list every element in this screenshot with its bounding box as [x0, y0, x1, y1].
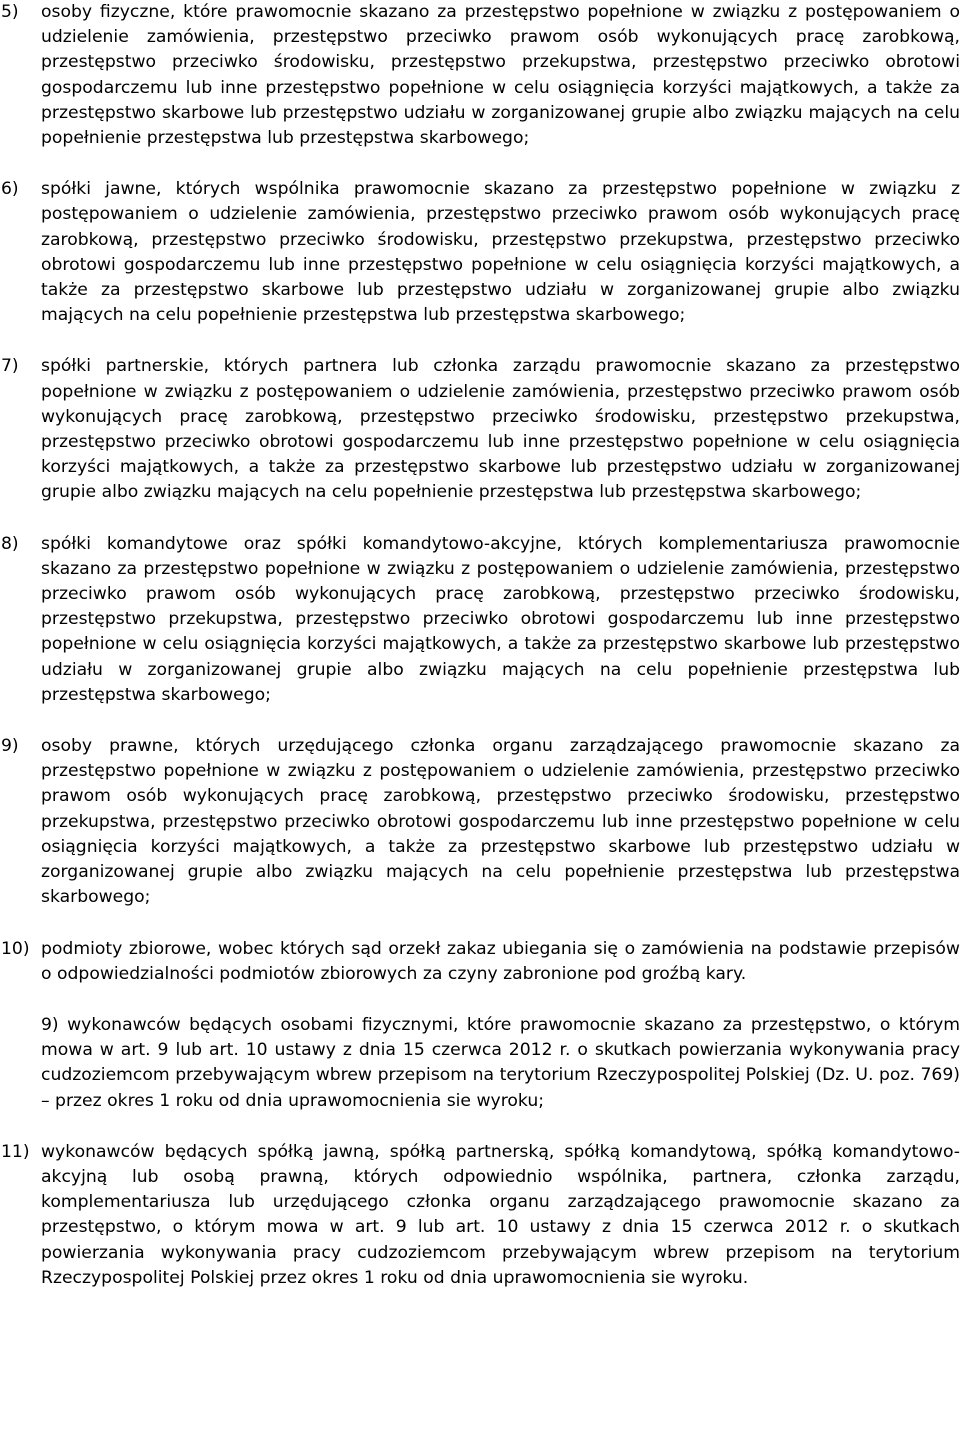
list-item-text: osoby fizyczne, które prawomocnie skazano za przestępstwo popełnione w związku z postępowaniem o udzielenie zamówienia, przestępstwo przeciwko prawom osób wykonujących pracę zarobkową, przestępstwo przeciwko środowisku, przestępstwo przekupstwa, przestępstwo przeciwko obrotowi gospodarczemu lub inne przestępstwo popełnione w celu osiągnięcia korzyści majątkowych, a także za przestępstwo skarbowe lub przestępstwo udziału w zorganizowanej grupie albo związku mających na celu popełnienie przestępstwa lub przestępstwa skarbowego; — [41, 2, 960, 149]
list-item-10 — [0, 937, 960, 987]
list-item-11 — [0, 1140, 960, 1291]
list-item-5 — [0, 0, 960, 151]
list-item-text: spółki komandytowe oraz spółki komandytowo-akcyjne, których komplementariusza prawomocnie skazano za przestępstwo popełnione w związku z postępowaniem o udzielenie zamówienia, przestępstwo przeciwko prawom osób wykonujących pracę zarobkową, przestępstwo przeciwko środowisku, przestępstwo przekupstwa, przestępstwo przeciwko obrotowi gospodarczemu lub inne przestępstwo popełnione w celu osiągnięcia korzyści majątkowych, a także za przestępstwo skarbowe lub przestępstwo udziału w zorganizowanej grupie albo związku mających na celu popełnienie przestępstwa lub przestępstwa skarbowego; — [41, 533, 960, 705]
list-item-text: osoby prawne, których urzędującego członka organu zarządzającego prawomocnie skazano za przestępstwo popełnione w związku z postępowaniem o udzielenie zamówienia, przestępstwo przeciwko prawom osób wykonujących pracę zarobkową, przestępstwo przeciwko środowisku, przestępstwo przekupstwa, przestępstwo przeciwko obrotowi gospodarczemu lub inne przestępstwo popełnione w celu osiągnięcia korzyści majątkowych, a także za przestępstwo skarbowe lub przestępstwo udziału w zorganizowanej grupie albo związku mających na celu popełnienie przestępstwa lub przestępstwa skarbowego; — [41, 736, 960, 908]
list-item-6 — [0, 177, 960, 328]
list-item-number: 10) — [1, 938, 30, 959]
list-item-text: wykonawców będących spółką jawną, spółką partnerską, spółką komandytową, spółką komandytowo-akcyjną lub osobą prawną, których odpowiednio wspólnika, partnera, członka zarządu, komplementariusza lub urzędującego członka organu zarządzającego prawomocnie skazano za przestępstwo, o którym mowa w art. 9 lub art. 10 ustawy z dnia 15 czerwca 2012 r. o skutkach powierzania wykonywania pracy cudzoziemcom przebywającym wbrew przepisom na terytorium Rzeczypospolitej Polskiej przez okres 1 roku od dnia uprawomocnienia sie wyroku. — [41, 1141, 960, 1288]
paragraph-text: 9) wykonawców będących osobami fizycznymi, które prawomocnie skazano za przestępstwo, o którym mowa w art. 9 lub art. 10 ustawy z dnia 15 czerwca 2012 r. o skutkach powierzania wykonywania pracy cudzoziemcom przebywającym wbrew przepisom na terytorium Rzeczypospolitej Polskiej (Dz. U. poz. 769) – przez okres 1 roku od dnia uprawomocnienia sie wyroku; — [41, 1014, 960, 1111]
list-item-text: spółki jawne, których wspólnika prawomocnie skazano za przestępstwo popełnione w związku z postępowaniem o udzielenie zamówienia, przestępstwo przeciwko prawom osób wykonujących pracę zarobkową, przestępstwo przeciwko środowisku, przestępstwo przekupstwa, przestępstwo przeciwko obrotowi gospodarczemu lub inne przestępstwo popełnione w celu osiągnięcia korzyści majątkowych, a także za przestępstwo skarbowe lub przestępstwo udziału w zorganizowanej grupie albo związku mających na celu popełnienie przestępstwa lub przestępstwa skarbowego; — [41, 179, 960, 326]
list-item-text: spółki partnerskie, których partnera lub członka zarządu prawomocnie skazano za przestępstwo popełnione w związku z postępowaniem o udzielenie zamówienia, przestępstwo przeciwko prawom osób wykonujących pracę zarobkową, przestępstwo przeciwko środowisku, przestępstwo przekupstwa, przestępstwo przeciwko obrotowi gospodarczemu lub inne przestępstwo popełnione w celu osiągnięcia korzyści majątkowych, a także za przestępstwo skarbowe lub przestępstwo udziału w zorganizowanej grupie albo związku mających na celu popełnienie przestępstwa lub przestępstwa skarbowego; — [41, 356, 960, 503]
list-item-number: 7) — [1, 356, 19, 377]
list-item-number: 8) — [1, 533, 19, 554]
list-item-text: podmioty zbiorowe, wobec których sąd orzekł zakaz ubiegania się o zamówienia na podstawie przepisów o odpowiedzialności podmiotów zbiorowych za czyny zabronione pod groźbą kary. — [41, 938, 960, 984]
list-item-8 — [0, 532, 960, 708]
inserted-paragraph-9 — [0, 1013, 960, 1114]
list-item-number: 9) — [1, 736, 19, 757]
list-item-number: 11) — [1, 1141, 30, 1162]
list-item-9 — [0, 734, 960, 910]
list-item-7 — [0, 354, 960, 505]
list-item-number: 6) — [1, 179, 19, 200]
list-item-number: 5) — [1, 2, 19, 22]
